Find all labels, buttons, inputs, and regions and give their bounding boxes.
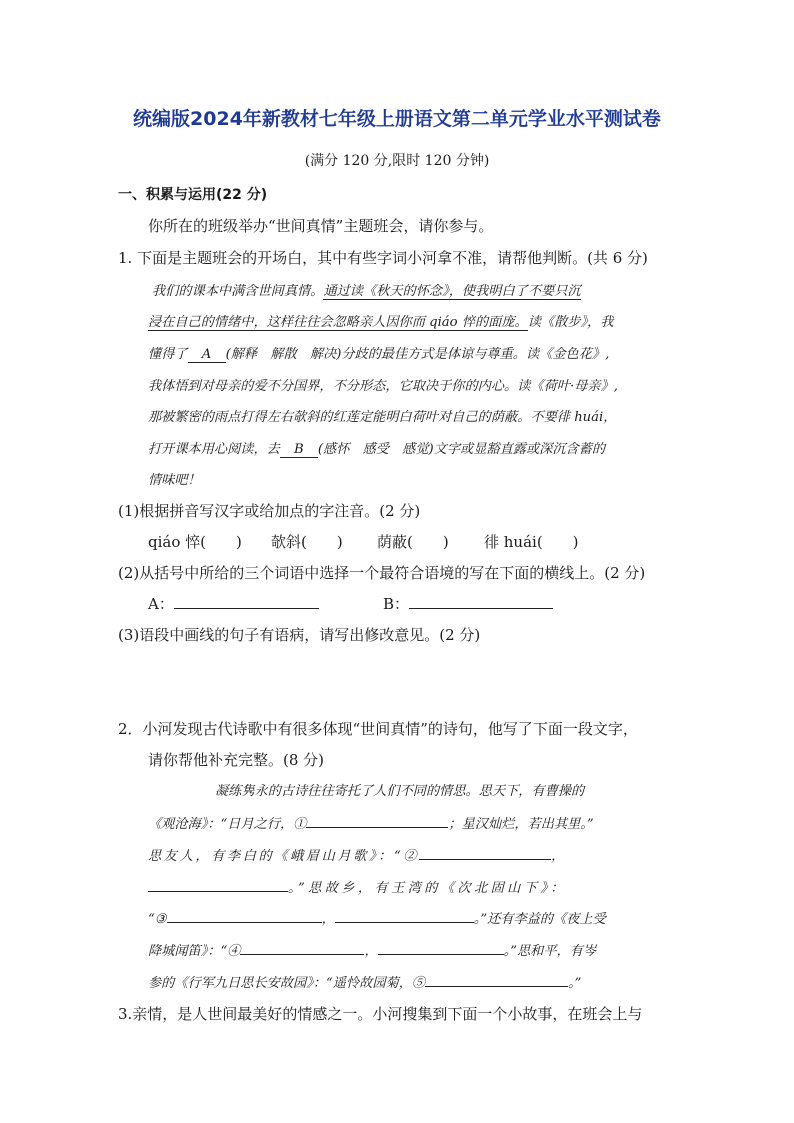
poem-text: 《观沧海》：“日月之行，①: [148, 817, 307, 832]
sub-question-1: (1)根据拼音写汉字或给加点的字注音。(2 分): [118, 502, 421, 520]
question-2-stem-cont: 请你帮他补充完整。(8 分): [148, 751, 325, 769]
passage-line-7: 情味吧！: [148, 473, 201, 488]
sub2-label-a: A：: [148, 595, 174, 613]
poem-line-2: [148, 813, 594, 832]
poem-text: “③: [148, 912, 167, 927]
sub2-answer-b: [383, 593, 553, 614]
answer-blank-b[interactable]: B: [280, 442, 318, 458]
poem-text: 思友人，有李白的《峨眉山月歌》：“②: [148, 849, 420, 864]
poem-text: ，: [321, 912, 335, 927]
passage-line-2: [148, 311, 613, 330]
sub1-item: 徘 huái( ): [484, 533, 579, 551]
poem-text: 。”思和平，有岑: [503, 944, 597, 959]
sub-question-3: (3)语段中画线的句子有语病，请写出修改意见。(2 分): [118, 626, 481, 644]
poem-text: 参的《行军九日思长安故园》：“遥怜故园菊，⑤: [148, 976, 426, 991]
poem-text: 。”还有李益的《夜上受: [473, 912, 606, 927]
poem-blank-1[interactable]: [306, 813, 448, 828]
poem-line-6: [148, 940, 596, 959]
passage-text: 读《散步》，我: [527, 315, 614, 330]
section-intro: 你所在的班级举办“世间真情”主题班会，请你参与。: [148, 217, 494, 235]
question-2-stem: 2．小河发现古代诗歌中有很多体现“世间真情”的诗句，他写了下面一段文字，: [118, 720, 638, 738]
answer-blank-a[interactable]: A: [188, 347, 226, 363]
poem-line-3: [148, 845, 567, 864]
poem-line-5: [148, 908, 606, 927]
poem-line-4: [148, 877, 567, 896]
sub1-item: 欹斜( ): [271, 533, 343, 551]
passage-text: (感怀 感受 感觉)文字或显豁直露或深沉含蓄的: [317, 442, 606, 457]
answer-line-b[interactable]: [409, 594, 553, 609]
poem-blank-3b[interactable]: [335, 908, 474, 923]
poem-blank-2a[interactable]: [419, 845, 551, 860]
poem-line-7: [148, 972, 581, 991]
poem-text: ；星汉灿烂，若出其里。”: [448, 817, 594, 832]
passage-line-6: [148, 438, 605, 458]
underlined-sentence: 浸在自己的情绪中，这样往往会忽略亲人因你而 qiáo 悴的面庞。: [148, 315, 528, 330]
passage-line-4: 我体悟到对母亲的爱不分国界，不分形态，它取决于你的内心。读《荷叶·母亲》,: [148, 379, 618, 394]
passage-text: 打开课本用心阅读，去: [148, 442, 280, 457]
poem-text: ，: [551, 849, 567, 864]
passage-line-3: [148, 343, 609, 363]
sub1-item: 荫蔽( ): [377, 533, 449, 551]
poem-blank-3a[interactable]: [167, 908, 322, 923]
answer-line-a[interactable]: [174, 594, 319, 609]
section-heading: 一、积累与运用(22 分): [118, 187, 268, 203]
page-title: 统编版2024年新教材七年级上册语文第二单元学业水平测试卷: [133, 108, 661, 130]
poem-text: 。”: [568, 976, 582, 991]
sub2-label-b: B：: [383, 595, 410, 613]
sub1-item: qiáo 悴( ): [148, 533, 242, 551]
sub2-answer-a: [148, 593, 319, 614]
poem-blank-5[interactable]: [425, 972, 568, 987]
passage-text: (解释 解散 解决)分歧的最佳方式是体谅与尊重。读《金色花》,: [225, 347, 610, 362]
poem-blank-2b[interactable]: [148, 877, 288, 892]
sub-question-2: (2)从括号中所给的三个词语中选择一个最符合语境的写在下面的横线上。(2 分): [118, 564, 646, 582]
passage-text: 我们的课本中满含世间真情。: [152, 284, 324, 299]
passage-text: 懂得了: [148, 347, 188, 362]
underlined-sentence: 通过读《秋天的怀念》，使我明白了不要只沉: [323, 284, 581, 299]
question-1-stem: 1. 下面是主题班会的开场白，其中有些字词小河拿不准，请帮他判断。(共 6 分): [118, 249, 648, 267]
question-3-stem: 3.亲情，是人世间最美好的情感之一。小河搜集到下面一个小故事，在班会上与: [118, 1005, 643, 1023]
poem-text: ，: [364, 944, 378, 959]
passage-line-1: [152, 280, 581, 299]
poem-line-1: 凝练隽永的古诗往往寄托了人们不同的情思。思天下，有曹操的: [215, 784, 585, 799]
poem-blank-4b[interactable]: [378, 940, 504, 955]
passage-line-5: 那被繁密的雨点打得左右欹斜的红莲定能明白荷叶对自己的荫蔽。不要徘 huái，: [148, 410, 617, 425]
poem-text: 。”思故乡，有王湾的《次北固山下》：: [288, 881, 567, 896]
poem-text: 降城闻笛》：“④: [148, 944, 241, 959]
page-subtitle: (满分 120 分,限时 120 分钟): [304, 153, 490, 169]
poem-blank-4a[interactable]: [240, 940, 364, 955]
